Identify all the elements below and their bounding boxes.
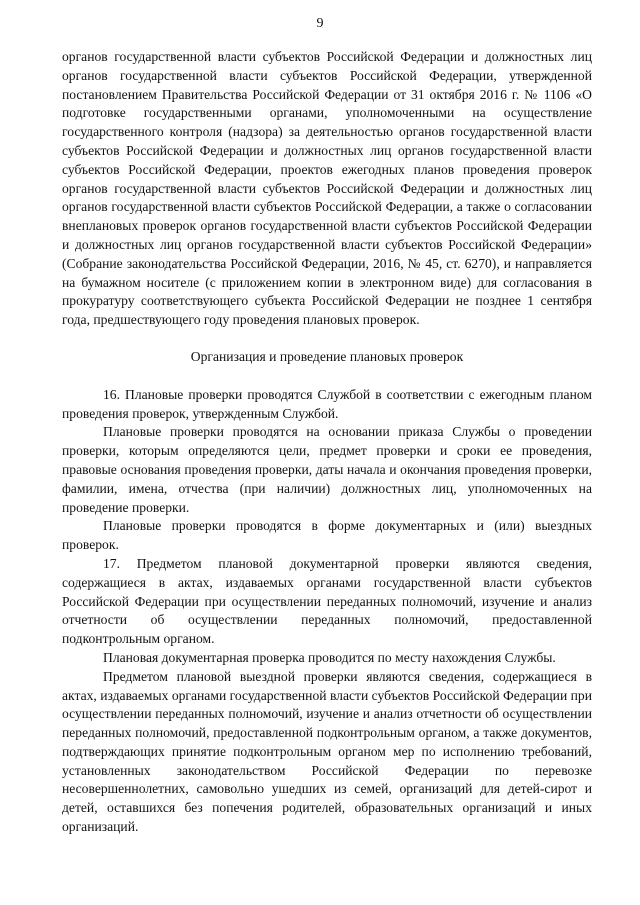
section-heading: Организация и проведение плановых проверок	[190, 348, 464, 364]
paragraph-inspection-forms: Плановые проверки проводятся в форме документарных и (или) выездных проверок.	[62, 518, 592, 553]
intro-paragraph: органов государственной власти субъектов Российской Федерации и должностных лиц органов государственной власти субъектов Российской Федерации, утвержденной постановлением Правительства Российской Федерации от 31 октября 2016 г. № 1106 «О подготовке государственными органами, уполномоченными на осуществление государственного контроля (надзора) за деятельностью органов государственной власти субъектов Российской Федерации и должностных лиц органов государственной власти субъектов Российской Федерации, проектов ежегодных планов проведения проверок органов государственной власти субъектов Российской Федерации и должностных лиц органов государственной власти субъектов Российской Федерации, а также о согласовании внеплановых проверок органов государственной власти субъектов Российской Федерации и должностных лиц органов государственной власти субъектов Российской Федерации» (Собрание законодательства Российской Федерации, 2016, № 45, ст. 6270), и направляется на бумажном носителе (с приложением копии в электронном виде) для согласования в прокуратуру соответствующего субъекта Российской Федерации не позднее 1 сентября года, предшествующего году проведения плановых проверок.	[62, 49, 592, 328]
paragraph-16: 16. Плановые проверки проводятся Службой в соответствии с ежегодным планом проведения проверок, утвержденным Службой.	[62, 386, 592, 421]
paragraph-order-basis: Плановые проверки проводятся на основании приказа Службы о проведении проверки, которым определяются цели, предмет проверки и сроки ее проведения, правовые основания проведения проверки, даты начала и окончания проведения проверки, фамилии, имена, отчества (при наличии) должностных лиц, уполномоченных на проведение проверки.	[62, 424, 592, 515]
document-body	[62, 48, 592, 837]
paragraph-documentary-location: Плановая документарная проверка проводится по месту нахождения Службы.	[103, 649, 556, 665]
paragraph-17: 17. Предметом плановой документарной проверки являются сведения, содержащиеся в актах, издаваемых органами государственной власти субъектов Российской Федерации при осуществлении переданных полномочий, изучение и анализ отчетности об осуществлении переданных полномочий, предоставленной подконтрольным органом.	[62, 555, 592, 647]
page-number: 9	[316, 16, 324, 31]
paragraph-onsite-subject: Предметом плановой выездной проверки являются сведения, содержащиеся в актах, издаваемых органами государственной власти субъектов Российской Федерации при осуществлении переданных полномочий, изучение и анализ отчетности об осуществлении переданных полномочий, предоставленной подконтрольным органом, а также документов, подтверждающих принятие подконтрольным органом мер по исполнению требований, установленных законодательством Российской Федерации по перевозке несовершеннолетних, самовольно ушедших из семей, организаций для детей-сирот и детей, оставшихся без попечения родителей, образовательных организаций и иных организаций.	[62, 668, 592, 835]
